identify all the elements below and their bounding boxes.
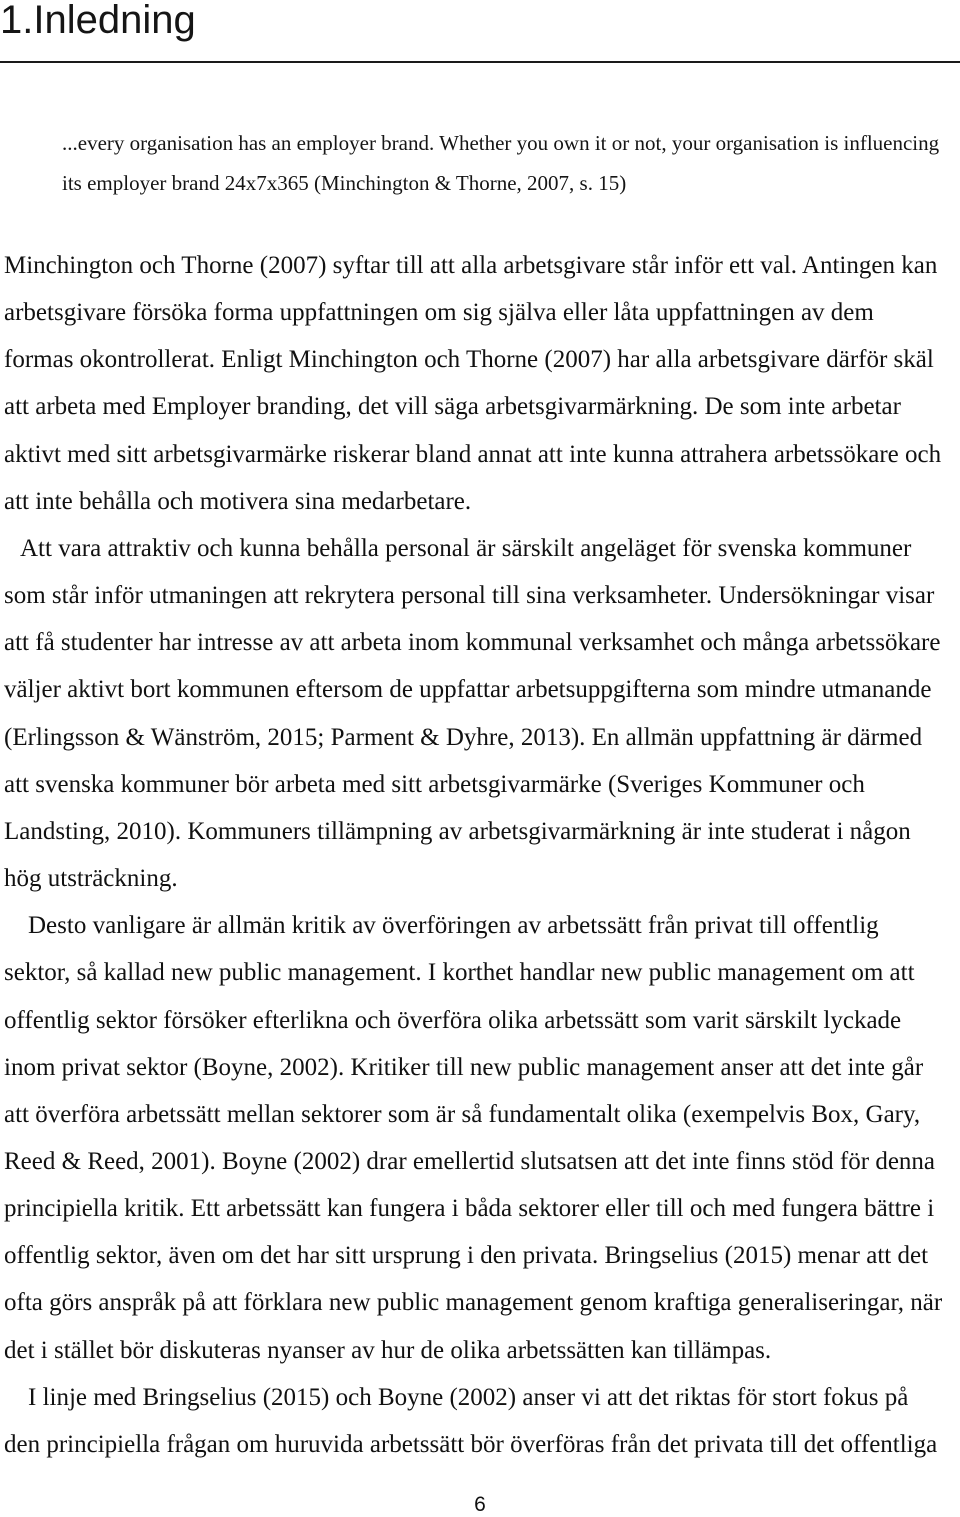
text-line: offentlig sektor försöker efterlikna och överföra olika arbetssätt som varit särskilt lyckade	[4, 1006, 902, 1034]
paragraph	[4, 902, 956, 1374]
paragraph	[4, 525, 956, 902]
text-line: hög utsträckning.	[4, 865, 178, 893]
text-line: sektor, så kallad new public management. I korthet handlar new public management om att	[4, 959, 915, 987]
epigraph-line: ...every organisation has an employer brand. Whether you own it or not, your organisation is influencing	[62, 131, 940, 155]
text-line: aktivt med sitt arbetsgivarmärke riskerar bland annat att inte kunna attrahera arbetssökare och	[4, 440, 942, 468]
heading-rule	[0, 61, 960, 63]
text-line: Att vara attraktiv och kunna behålla personal är särskilt angeläget för svenska kommuner	[20, 534, 912, 562]
epigraph-quote	[62, 123, 956, 203]
text-line: Reed & Reed, 2001). Boyne (2002) drar emellertid slutsatsen att det inte finns stöd för denna	[4, 1147, 936, 1175]
text-line: att få studenter har intresse av att arbeta inom kommunal verksamhet och många arbetssökare	[4, 629, 941, 657]
text-line: Minchington och Thorne (2007) syftar till att alla arbetsgivare står inför ett val. Antingen kan	[4, 252, 938, 279]
text-line: som står inför utmaningen att rekrytera personal till sina verksamheter. Undersökningar visar	[4, 582, 935, 610]
text-line: (Erlingsson & Wänström, 2015; Parment & Dyhre, 2013). En allmän uppfattning är därmed	[4, 723, 923, 751]
text-line: att arbeta med Employer branding, det vill säga arbetsgivarmärkning. De som inte arbetar	[4, 393, 901, 421]
epigraph-line: its employer brand 24x7x365 (Minchington & Thorne, 2007, s. 15)	[62, 171, 627, 195]
body-text	[4, 242, 956, 1468]
section-heading: 1.Inledning	[0, 0, 196, 42]
text-line: Desto vanligare är allmän kritik av överföringen av arbetssätt från privat till offentlig	[28, 912, 879, 940]
text-line: inom privat sektor (Boyne, 2002). Kritiker till new public management anser att det inte går	[4, 1053, 924, 1081]
text-line: ofta görs anspråk på att förklara new public management genom kraftiga generaliseringar, när	[4, 1289, 943, 1317]
text-line: den principiella frågan om huruvida arbetssätt bör överföras från det privata till det offentliga	[4, 1430, 938, 1458]
text-line: att svenska kommuner bör arbeta med sitt arbetsgivarmärke (Sveriges Kommuner och	[4, 770, 865, 798]
paragraph	[4, 1374, 956, 1468]
text-line: det i stället bör diskuteras nyanser av hur de olika arbetssätten kan tillämpas.	[4, 1336, 772, 1364]
page-number: 6	[474, 1493, 486, 1516]
text-line: Landsting, 2010). Kommuners tillämpning av arbetsgivarmärkning är inte studerat i någon	[4, 817, 911, 845]
text-line: formas okontrollerat. Enligt Minchington och Thorne (2007) har alla arbetsgivare därför skäl	[4, 346, 934, 374]
text-line: att överföra arbetssätt mellan sektorer som är så fundamentalt olika (exempelvis Box, Gary,	[4, 1100, 921, 1128]
paragraph	[4, 242, 956, 525]
text-line: väljer aktivt bort kommunen eftersom de uppfattar arbetsuppgifterna som mindre utmanande	[4, 676, 932, 704]
text-line: offentlig sektor, även om det har sitt ursprung i den privata. Bringselius (2015) menar att det	[4, 1242, 929, 1270]
text-line: att inte behålla och motivera sina medarbetare.	[4, 487, 472, 515]
text-line: I linje med Bringselius (2015) och Boyne (2002) anser vi att det riktas för stort fokus på	[28, 1383, 909, 1411]
text-line: arbetsgivare försöka forma uppfattningen om sig själva eller låta uppfattningen av dem	[4, 299, 874, 327]
text-line: principiella kritik. Ett arbetssätt kan fungera i båda sektorer eller till och med fungera bättre i	[4, 1195, 935, 1223]
